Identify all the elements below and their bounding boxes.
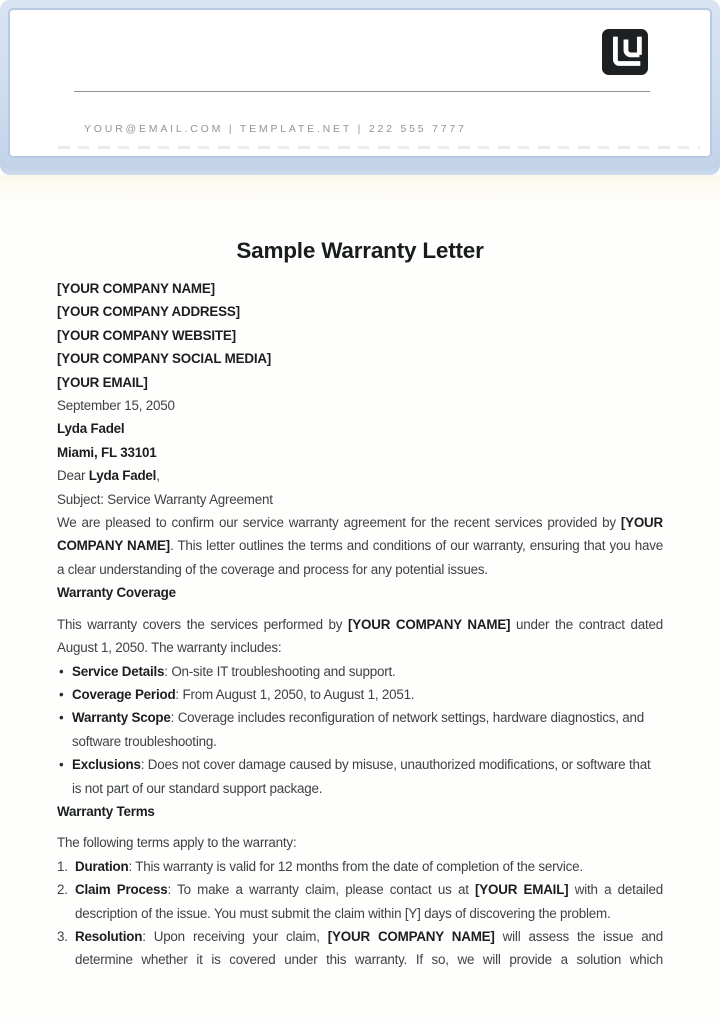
coverage-company-placeholder: [YOUR COMPANY NAME] — [348, 616, 511, 632]
recipient-location: Miami, FL 33101 — [57, 444, 157, 460]
bullet-label: Warranty Scope — [72, 710, 171, 726]
bullet-icon: • — [59, 757, 64, 773]
list-item — [57, 878, 663, 925]
item-label: Claim Process — [75, 882, 168, 898]
lu-monogram-icon — [602, 29, 648, 75]
salutation — [57, 464, 663, 487]
bullet-text: : Coverage includes reconfiguration of network settings, hardware diagnostics, and software troubleshooting. — [72, 710, 645, 749]
letterhead-frame — [0, 0, 720, 175]
salutation-suffix: , — [156, 468, 160, 484]
company-address-line: [YOUR COMPANY ADDRESS] — [57, 304, 240, 320]
list-item — [57, 925, 663, 972]
salutation-prefix: Dear — [57, 468, 89, 484]
intro-paragraph — [57, 511, 663, 581]
subject-line: Subject: Service Warranty Agreement — [57, 491, 273, 507]
coverage-lead-pre: This warranty covers the services performed by — [57, 616, 349, 632]
letterhead-contact: YOUR@EMAIL.COM | TEMPLATE.NET | 222 555 7777 — [84, 123, 467, 135]
bullet-label: Exclusions — [72, 757, 141, 773]
item-text: : Upon receiving your claim, — [142, 928, 328, 944]
bullet-text: : From August 1, 2050, to August 1, 2051. — [175, 686, 415, 702]
terms-list — [57, 855, 663, 972]
item-text: : This warranty is valid for 12 months from the date of completion of the service. — [128, 858, 583, 874]
item-label: Duration — [75, 858, 129, 874]
salutation-name: Lyda Fadel — [88, 468, 157, 484]
item-number: 3. — [57, 928, 68, 944]
item-text-post: with a detailed description of the issue. You must submit the claim within [Y] days of discovering the problem. — [75, 882, 663, 921]
bullet-icon: • — [59, 663, 64, 679]
bullet-label: Coverage Period — [72, 686, 176, 702]
letterhead-divider — [74, 91, 650, 92]
terms-lead: The following terms apply to the warranty: — [57, 835, 297, 851]
list-item — [57, 753, 663, 800]
coverage-lead-post: under the contract dated August 1, 2050. The warranty includes: — [57, 616, 663, 656]
letterhead-card — [8, 8, 712, 158]
item-number: 2. — [57, 882, 68, 898]
coverage-heading: Warranty Coverage — [57, 585, 176, 601]
list-item — [57, 683, 663, 706]
bullet-icon: • — [59, 710, 64, 726]
item-text: : To make a warranty claim, please contact us at — [167, 882, 476, 898]
list-item — [57, 855, 663, 878]
item-placeholder: [YOUR COMPANY NAME] — [327, 928, 495, 944]
company-logo — [602, 29, 648, 75]
item-label: Resolution — [75, 928, 143, 944]
intro-pre: We are pleased to confirm our service warranty agreement for the recent services provided by — [57, 515, 621, 531]
recipient-name: Lyda Fadel — [57, 421, 125, 437]
coverage-lead — [57, 613, 663, 660]
intro-company-placeholder: [YOUR COMPANY NAME] — [57, 515, 663, 554]
list-item — [57, 660, 663, 683]
company-name-line: [YOUR COMPANY NAME] — [57, 281, 215, 296]
item-number: 1. — [57, 858, 68, 874]
terms-heading: Warranty Terms — [57, 803, 155, 819]
company-social-line: [YOUR COMPANY SOCIAL MEDIA] — [57, 351, 272, 367]
intro-post: . This letter outlines the terms and conditions of our warranty, ensuring that you have a clear understanding of the coverage and process for any potential issues. — [57, 538, 663, 577]
company-website-line: [YOUR COMPANY WEBSITE] — [57, 327, 236, 343]
company-email-line: [YOUR EMAIL] — [57, 374, 148, 390]
letter-date: September 15, 2050 — [57, 398, 175, 414]
letter-title: Sample Warranty Letter — [236, 238, 484, 263]
letterhead-faint-dashes — [58, 146, 700, 149]
letter-body — [0, 237, 720, 972]
item-text-post: will assess the issue and determine whether it is covered under this warranty. If so, we will provide a solution which — [75, 928, 664, 968]
item-placeholder: [YOUR EMAIL] — [475, 882, 569, 898]
bullet-icon: • — [59, 686, 64, 702]
bullet-text: : Does not cover damage caused by misuse, unauthorized modifications, or software that is not part of our standard support package. — [72, 757, 651, 796]
frame-glow — [0, 175, 720, 203]
bullet-label: Service Details — [72, 663, 165, 679]
coverage-bullet-list — [57, 660, 663, 800]
bullet-text: : On-site IT troubleshooting and support. — [164, 663, 396, 679]
list-item — [57, 706, 663, 753]
